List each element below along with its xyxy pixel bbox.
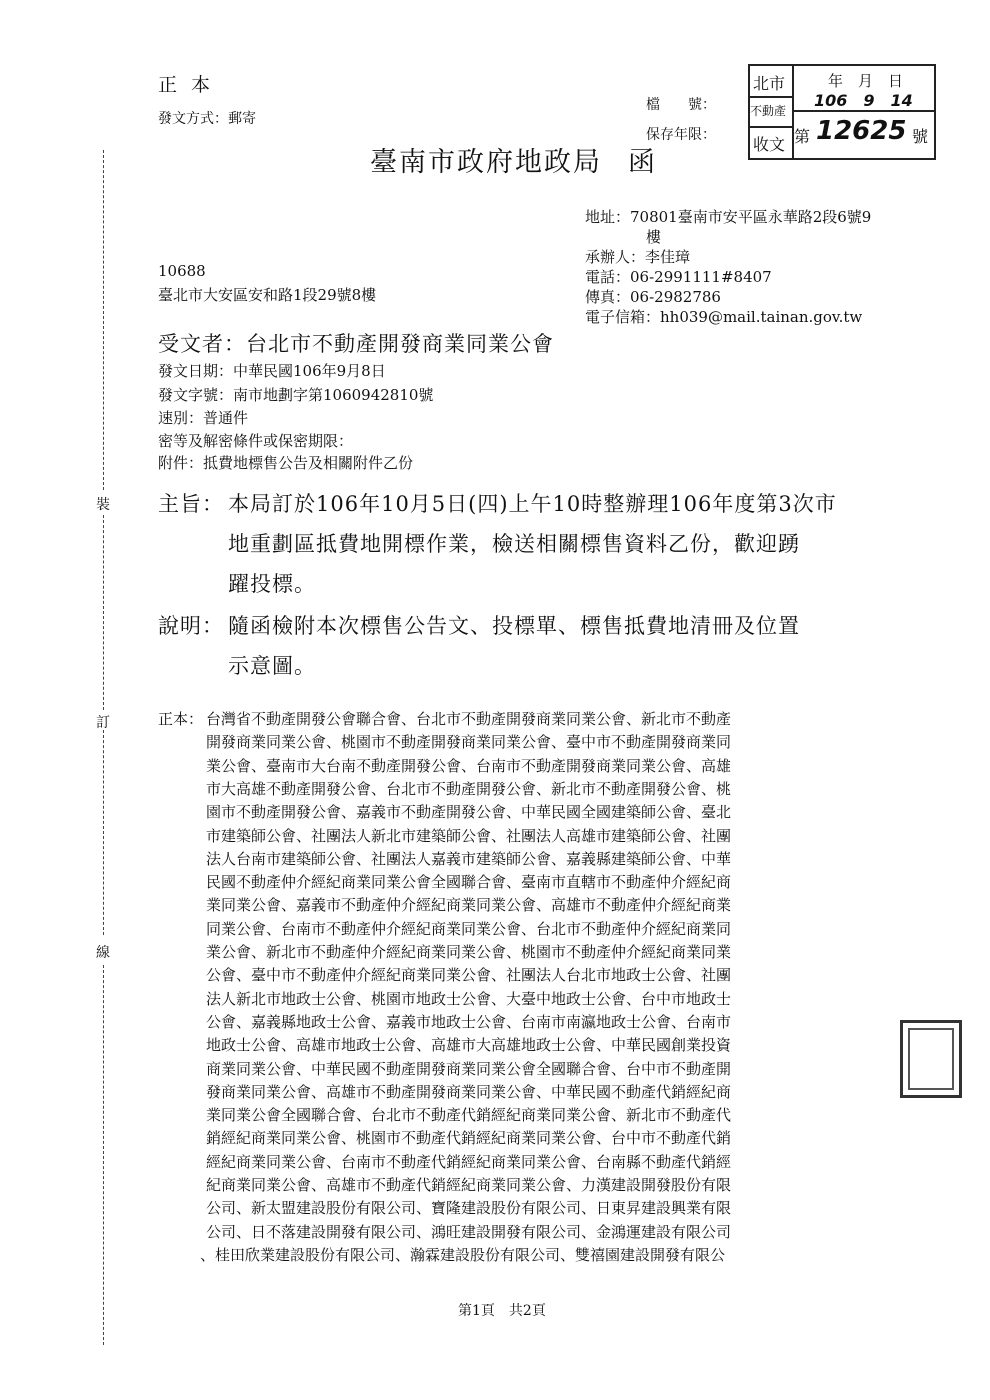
cc-line: 法人台南市建築師公會、社團法人嘉義市建築師公會、嘉義縣建築師公會、中華 [206,849,732,868]
stamp-date-labels: 年 月 日 [828,72,904,90]
cc-line: 紀商業同業公會、高雄市不動產代銷經紀商業同業公會、力漢建設開發股份有限 [206,1176,732,1194]
subject-line: 躍投標。 [228,572,316,596]
stamp-date-value: 106 9 14 [814,91,913,110]
binding-mark-2: 訂 [96,715,110,731]
cc-line: 同業公會、台南市不動產仲介經紀商業同業公會、台北市不動產仲介經紀商業同 [206,919,732,938]
cc-line: 公司、新太盟建設股份有限公司、寶隆建設股份有限公司、日東昇建設興業有限 [206,1199,732,1218]
cc-line: 發商業同業公會、高雄市不動產開發商業同業公會、中華民國不動產代銷經紀商 [206,1082,732,1101]
cc-line: 商業同業公會、中華民國不動產開發商業同業公會全國聯合會、台中市不動產開 [206,1059,732,1078]
cc-line: 園市不動產開發公會、嘉義市不動產開發公會、中華民國全國建築師公會、臺北 [206,803,732,822]
agency-title: 臺南市政府地政局 [370,147,602,178]
file-number-label: 檔 號： [646,97,716,113]
subject-line: 本局訂於106年10月5日(四)上午10時整辦理106年度第3次市 [228,492,837,516]
explanation-line: 示意圖。 [228,654,316,678]
cc-line: 地政士公會、高雄市地政士公會、高雄市大高雄地政士公會、中華民國創業投資 [206,1036,732,1055]
handler: 承辦人：李佳璋 [585,248,691,266]
retention-label: 保存年限： [646,127,716,143]
subject-label: 主旨： [158,492,224,516]
attachment: 附件：抵費地標售公告及相關附件乙份 [158,454,414,472]
issue-date: 發文日期：中華民國106年9月8日 [158,362,386,380]
fax: 傳真：06-2982786 [585,288,721,306]
binding-mark-1: 裝 [96,497,110,513]
binding-line-bottom [103,965,104,1345]
recipient-address: 臺北市大安區安和路1段29號8樓 [158,286,377,304]
reference-number: 發文字號：南市地劃字第1060942810號 [158,386,434,404]
cc-line: 公會、嘉義縣地政士公會、嘉義市地政士公會、台南市南瀛地政士公會、台南市 [206,1012,732,1031]
stamp-number-value: 12625 [816,116,907,146]
phone: 電話：06-2991111#8407 [585,268,772,286]
stamp-number-prefix: 第 [794,127,811,146]
cc-line: 業同業公會全國聯合會、台北市不動產代銷經紀商業同業公會、新北市不動產代 [206,1106,732,1125]
document-type: 函 [628,147,655,178]
cc-line: 法人新北市地政士公會、桃園市地政士公會、大臺中地政士公會、台中市地政士 [206,989,732,1008]
cc-line: 業同業公會、嘉義市不動產仲介經紀商業同業公會、高雄市不動產仲介經紀商業 [206,896,732,915]
binding-mark-3: 線 [96,945,110,961]
cc-line: 業公會、新北市不動產仲介經紀商業同業公會、桃園市不動產仲介經紀商業同業 [206,943,732,961]
cc-label: 正本： [158,710,204,728]
cc-line: 民國不動產仲介經紀商業同業公會全國聯合會、臺南市直轄市不動產仲介經紀商 [206,873,732,892]
delivery-speed: 速別：普通件 [158,409,249,427]
page-number: 第1頁 共2頁 [458,1303,546,1319]
address-line2: 樓 [646,228,662,246]
binding-line-mid1 [103,515,104,710]
explanation-line: 隨函檢附本次標售公告文、投標單、標售抵費地清冊及位置 [228,614,800,638]
subject-line: 地重劃區抵費地開標作業，檢送相關標售資料乙份，歡迎踴 [228,532,800,556]
binding-line-mid2 [103,730,104,935]
stamp-org-line2: 不動產 [750,104,787,118]
recipient-name: 受文者：台北市不動產開發商業同業公會 [158,332,554,356]
receipt-stamp [748,64,936,160]
explanation-label: 說明： [158,614,224,638]
send-method: 發文方式：郵寄 [158,111,256,127]
postal-code: 10688 [158,262,206,280]
security-level: 密等及解密條件或保密期限： [158,432,354,450]
cc-line: 、桂田欣業建設股份有限公司、瀚霖建設股份有限公司、雙禧園建設開發有限公 [200,1245,726,1264]
official-seal [900,1020,962,1098]
cc-line: 公司、日不落建設開發有限公司、鴻旺建設開發有限公司、金鴻運建設有限公司 [206,1222,732,1241]
stamp-org-line3: 收文 [753,135,786,154]
cc-line: 經紀商業同業公會、台南市不動產代銷經紀商業同業公會、台南縣不動產代銷經 [206,1152,732,1171]
cc-line: 業公會、臺南市大台南不動產開發公會、台南市不動產開發商業同業公會、高雄 [206,756,732,775]
cc-line: 市建築師公會、社團法人新北市建築師公會、社團法人高雄市建築師公會、社團 [206,826,732,845]
cc-line: 市大高雄不動產開發公會、台北市不動產開發公會、新北市不動產開發公會、桃 [206,779,732,798]
stamp-number-suffix: 號 [912,127,929,146]
cc-line: 開發商業同業公會、桃園市不動產開發商業同業公會、臺中市不動產開發商業同 [206,733,732,752]
stamp-org-line1: 北市 [753,74,786,93]
cc-line: 公會、臺中市不動產仲介經紀商業同業公會、社團法人台北市地政士公會、社團 [206,966,732,985]
binding-line-top [103,150,104,490]
cc-line: 銷經紀商業同業公會、桃園市不動產代銷經紀商業同業公會、台中市不動產代銷 [206,1129,732,1148]
email: 電子信箱：hh039@mail.tainan.gov.tw [585,308,863,326]
address-line1: 地址：70801臺南市安平區永華路2段6號9 [585,208,872,226]
copy-type-label: 正 本 [158,74,215,96]
cc-line: 台灣省不動產開發公會聯合會、台北市不動產開發商業同業公會、新北市不動產 [206,710,732,728]
